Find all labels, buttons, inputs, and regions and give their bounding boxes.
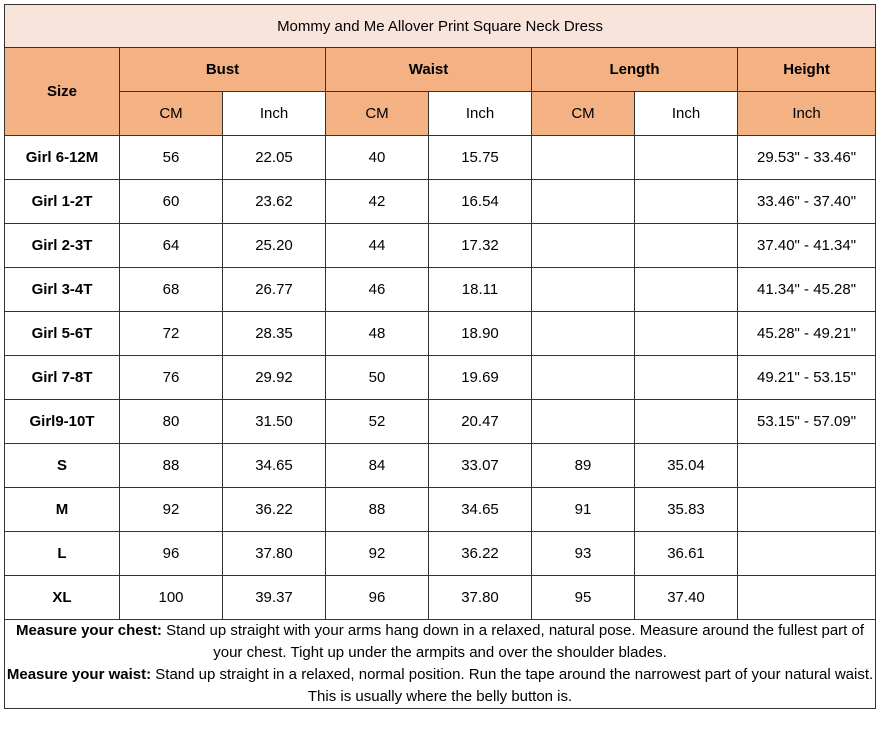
height-inch-cell: [738, 576, 876, 620]
length-inch-header: Inch: [635, 92, 738, 136]
bust-cm-cell: 64: [120, 224, 223, 268]
waist-cm-cell: 84: [326, 444, 429, 488]
waist-cm-cell: 52: [326, 400, 429, 444]
chest-note-text: Stand up straight with your arms hang down in a relaxed, natural pose. Measure around the fullest part of your chest. Tight up under the armpits and over the shoulder blades.: [166, 622, 865, 661]
bust-cm-cell: 88: [120, 444, 223, 488]
table-row: [5, 400, 876, 444]
bust-inch-cell: 31.50: [223, 400, 326, 444]
bust-inch-cell: 25.20: [223, 224, 326, 268]
bust-cm-cell: 92: [120, 488, 223, 532]
length-cm-cell: [532, 224, 635, 268]
bust-cm-cell: 56: [120, 136, 223, 180]
length-inch-cell: 36.61: [635, 532, 738, 576]
waist-note-text: Stand up straight in a relaxed, normal position. Run the tape around the narrowest part of your natural waist. This is usually where the belly button is.: [155, 666, 874, 705]
bust-cm-cell: 68: [120, 268, 223, 312]
bust-inch-cell: 39.37: [223, 576, 326, 620]
table-row: [5, 488, 876, 532]
waist-cm-cell: 46: [326, 268, 429, 312]
size-chart-table: [4, 4, 876, 709]
measurement-notes: [5, 620, 876, 709]
waist-inch-cell: 18.11: [429, 268, 532, 312]
length-cm-cell: [532, 312, 635, 356]
size-cell: Girl 1-2T: [5, 180, 120, 224]
size-cell: Girl 5-6T: [5, 312, 120, 356]
waist-cm-cell: 42: [326, 180, 429, 224]
length-inch-cell: 35.04: [635, 444, 738, 488]
size-cell: M: [5, 488, 120, 532]
chart-title: Mommy and Me Allover Print Square Neck Dress: [5, 5, 876, 48]
length-cm-cell: 89: [532, 444, 635, 488]
bust-cm-cell: 100: [120, 576, 223, 620]
height-inch-cell: 33.46" - 37.40": [738, 180, 876, 224]
height-inch-cell: [738, 532, 876, 576]
height-header: Height: [738, 48, 876, 92]
height-inch-cell: [738, 444, 876, 488]
height-inch-cell: [738, 488, 876, 532]
bust-inch-cell: 37.80: [223, 532, 326, 576]
table-row: [5, 224, 876, 268]
height-inch-cell: 29.53" - 33.46": [738, 136, 876, 180]
waist-cm-cell: 50: [326, 356, 429, 400]
height-inch-cell: 49.21" - 53.15": [738, 356, 876, 400]
bust-inch-cell: 34.65: [223, 444, 326, 488]
bust-cm-cell: 76: [120, 356, 223, 400]
length-cm-cell: [532, 356, 635, 400]
waist-inch-cell: 15.75: [429, 136, 532, 180]
bust-inch-cell: 23.62: [223, 180, 326, 224]
size-cell: Girl 3-4T: [5, 268, 120, 312]
length-cm-cell: 93: [532, 532, 635, 576]
waist-inch-header: Inch: [429, 92, 532, 136]
waist-inch-cell: 16.54: [429, 180, 532, 224]
length-cm-cell: 91: [532, 488, 635, 532]
length-cm-cell: [532, 268, 635, 312]
waist-inch-cell: 19.69: [429, 356, 532, 400]
waist-cm-cell: 88: [326, 488, 429, 532]
waist-cm-cell: 44: [326, 224, 429, 268]
table-row: [5, 356, 876, 400]
waist-cm-cell: 96: [326, 576, 429, 620]
length-inch-cell: [635, 224, 738, 268]
waist-header: Waist: [326, 48, 532, 92]
table-row: [5, 444, 876, 488]
size-cell: Girl9-10T: [5, 400, 120, 444]
bust-header: Bust: [120, 48, 326, 92]
bust-inch-cell: 29.92: [223, 356, 326, 400]
bust-inch-header: Inch: [223, 92, 326, 136]
length-header: Length: [532, 48, 738, 92]
chest-note: [5, 620, 875, 664]
waist-inch-cell: 33.07: [429, 444, 532, 488]
height-inch-cell: 53.15" - 57.09": [738, 400, 876, 444]
table-row: [5, 532, 876, 576]
waist-inch-cell: 36.22: [429, 532, 532, 576]
size-cell: Girl 2-3T: [5, 224, 120, 268]
length-cm-cell: [532, 136, 635, 180]
bust-cm-cell: 60: [120, 180, 223, 224]
length-cm-cell: [532, 180, 635, 224]
length-inch-cell: 37.40: [635, 576, 738, 620]
length-inch-cell: [635, 312, 738, 356]
size-column-header: Size: [5, 48, 120, 136]
bust-cm-cell: 72: [120, 312, 223, 356]
length-inch-cell: 35.83: [635, 488, 738, 532]
size-cell: S: [5, 444, 120, 488]
table-row: [5, 576, 876, 620]
waist-note-label: Measure your waist:: [6, 666, 152, 683]
bust-inch-cell: 28.35: [223, 312, 326, 356]
waist-inch-cell: 20.47: [429, 400, 532, 444]
height-inch-cell: 37.40" - 41.34": [738, 224, 876, 268]
length-cm-cell: [532, 400, 635, 444]
table-row: [5, 268, 876, 312]
height-inch-cell: 45.28" - 49.21": [738, 312, 876, 356]
waist-inch-cell: 18.90: [429, 312, 532, 356]
length-cm-cell: 95: [532, 576, 635, 620]
waist-cm-cell: 40: [326, 136, 429, 180]
bust-cm-cell: 96: [120, 532, 223, 576]
length-inch-cell: [635, 136, 738, 180]
length-inch-cell: [635, 180, 738, 224]
height-inch-header: Inch: [738, 92, 876, 136]
waist-inch-cell: 17.32: [429, 224, 532, 268]
size-cell: L: [5, 532, 120, 576]
waist-note: [5, 664, 875, 708]
bust-cm-header: CM: [120, 92, 223, 136]
chest-note-label: Measure your chest:: [16, 622, 162, 639]
table-row: [5, 312, 876, 356]
table-row: [5, 180, 876, 224]
bust-inch-cell: 22.05: [223, 136, 326, 180]
waist-cm-header: CM: [326, 92, 429, 136]
length-inch-cell: [635, 268, 738, 312]
bust-inch-cell: 36.22: [223, 488, 326, 532]
bust-inch-cell: 26.77: [223, 268, 326, 312]
size-cell: Girl 7-8T: [5, 356, 120, 400]
size-cell: XL: [5, 576, 120, 620]
waist-inch-cell: 37.80: [429, 576, 532, 620]
waist-inch-cell: 34.65: [429, 488, 532, 532]
size-cell: Girl 6-12M: [5, 136, 120, 180]
table-row: [5, 136, 876, 180]
height-inch-cell: 41.34" - 45.28": [738, 268, 876, 312]
waist-cm-cell: 92: [326, 532, 429, 576]
length-inch-cell: [635, 356, 738, 400]
length-inch-cell: [635, 400, 738, 444]
bust-cm-cell: 80: [120, 400, 223, 444]
waist-cm-cell: 48: [326, 312, 429, 356]
length-cm-header: CM: [532, 92, 635, 136]
